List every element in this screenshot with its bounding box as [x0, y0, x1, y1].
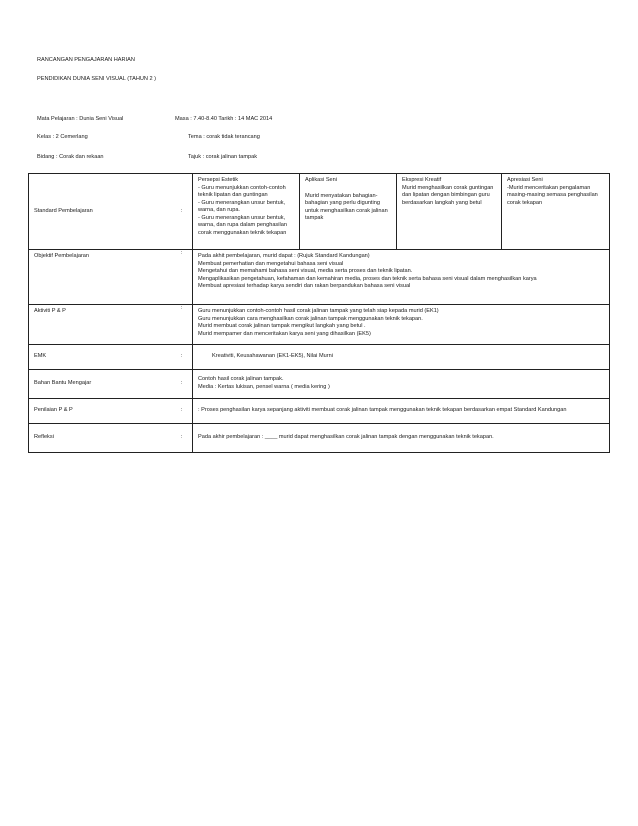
refleksi-label: Refleksi [29, 424, 171, 453]
table-row-aktiviti [29, 305, 610, 345]
objektif-line: Membuat apresiasi terhadap karya sendiri dan rakan berpandukan bahasa seni visual [198, 283, 411, 290]
standard-label: Standard Pembelajaran [29, 174, 171, 250]
colon: : [171, 250, 193, 305]
kelas: Kelas : 2 Cemerlang [37, 134, 88, 140]
objektif-line: Mengaplikasikan pengetahuan, kefahaman dan kemahiran media, proses dan teknik serta bahasa seni visual dalam menghasilkan karya [198, 275, 537, 282]
refleksi-text: Pada akhir pembelajaran : ____ murid dapat menghasilkan corak jalinan tampak dengan menggunakan teknik tekapan. [198, 434, 494, 441]
table-row-refleksi [29, 424, 610, 453]
apresiasi-title: Apresiasi Seni [507, 177, 543, 183]
colon: : [171, 370, 193, 399]
colon: : [171, 424, 193, 453]
bbm-line: Contoh hasil corak jalinan tampak. [198, 376, 284, 383]
aktiviti-content [193, 305, 610, 345]
penilaian-label: Penilaian P & P [29, 399, 171, 424]
ekspresi-text: Murid menghasilkan corak guntingan dan lipatan dengan bimbingan guru berdasarkan langkah yang betul [402, 184, 494, 206]
table-row-penilaian [29, 399, 610, 424]
document-subject: PENDIDIKAN DUNIA SENI VISUAL (TAHUN 2 ) [37, 76, 157, 82]
objektif-line: Pada akhit pembelajaran, murid dapat : (Rujuk Standard Kandungan) [198, 253, 370, 259]
table-row-objektif [29, 250, 610, 305]
table-row-bbm [29, 370, 610, 399]
persepsi-title: Persepsi Estetik [198, 177, 239, 183]
apresiasi-text: -Murid menceritakan pengalaman masing-masing semasa penghasilan corak tekapan [507, 184, 598, 206]
masa-tarikh: Masa : 7.40-8.40 Tarikh : 14 MAC 2014 [175, 116, 273, 122]
bbm-content [193, 370, 610, 399]
bbm-label: Bahan Bantu Mengajar [29, 370, 171, 399]
objektif-line: Membuat pemerhatian dan mengetahui bahasa seni visual [198, 260, 344, 267]
persepsi-estetik-cell [193, 174, 300, 250]
tema: Tema : corak tidak terancang [188, 134, 260, 140]
tajuk: Tajuk : corak jalinan tampak [188, 154, 258, 160]
aplikasi-text: Murid menyatakan bahagian-bahagian yang perlu digunting untuk menghasilkan corak jalinan tampak [305, 192, 388, 222]
objektif-content [193, 250, 610, 305]
aplikasi-title: Aplikasi Seni [305, 177, 338, 183]
table-row-standard [29, 174, 610, 250]
refleksi-content [193, 424, 610, 453]
persepsi-line: - Guru menerangkan unsur bentuk, warna, dan rupa dalam penghasilan corak menggunakan teknik tekapan [198, 214, 287, 236]
persepsi-line: - Guru menunjukkan contoh-contoh teknik lipatan dan guntingan [198, 184, 286, 199]
colon: : [171, 399, 193, 424]
aktiviti-line: Murid mempamer dan menceritakan karya seni yang dihasilkan (EK5) [198, 330, 371, 337]
apresiasi-seni-cell [502, 174, 610, 250]
aktiviti-line: Guru menunjukkan cara menghasilkan corak jalinan tampak menggunakan teknik tekapan. [198, 315, 423, 322]
penilaian-text: : Proses penghasilan karya sepanjang aktiviti membuat corak jalinan tampak menggunakan teknik tekapan berdasarkan empat Standard Kandungan [198, 407, 567, 414]
bbm-line: Media : Kertas lukisan, pensel warna ( media kering ) [198, 384, 330, 390]
mata-pelajaran: Mata Pelajaran : Dunia Seni Visual [37, 116, 124, 122]
emk-content [193, 345, 610, 370]
emk-label: EMK [29, 345, 171, 370]
ekspresi-title: Ekspresi Kreatif [402, 177, 442, 183]
aktiviti-line: Guru menunjukkan contoh-contoh hasil corak jalinan tampak yang telah siap kepada murid (EK1) [198, 308, 439, 314]
persepsi-line: - Guru menerangkan unsur bentuk, warna, dan rupa. [198, 199, 286, 214]
aktiviti-label: Aktiviti P & P [29, 305, 171, 345]
colon: : [171, 174, 193, 250]
bidang: Bidang : Corak dan rekaan [37, 154, 104, 160]
penilaian-content [193, 399, 610, 424]
table-row-emk [29, 345, 610, 370]
ekspresi-kreatif-cell [397, 174, 502, 250]
lesson-plan-table [28, 173, 610, 453]
aktiviti-line: Murid membuat corak jalinan tampak mengikut langkah yang betul . [198, 323, 366, 330]
objektif-label: Objektif Pembelajaran [29, 250, 171, 305]
colon: : [171, 305, 193, 345]
aplikasi-seni-cell [300, 174, 397, 250]
document-title: RANCANGAN PENGAJARAN HARIAN [37, 57, 135, 63]
objektif-line: Mengetahui dan memahami bahasa seni visual, media serta proses dan teknik lipatan. [198, 268, 413, 275]
colon: : [171, 345, 193, 370]
emk-text: Kreativiti, Keusahawanan (EK1-EK5), Nilai Murni [212, 353, 333, 360]
